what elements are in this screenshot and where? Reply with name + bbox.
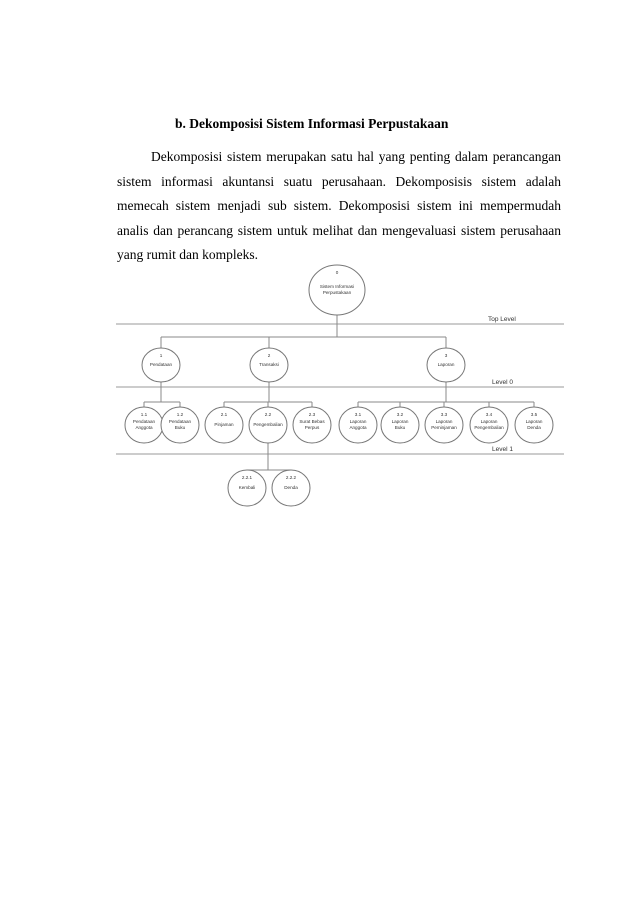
node-3-4-label: Laporan (480, 419, 498, 425)
node-2-3-label: Perpus (304, 424, 320, 430)
node-2-2-id: 2.2 (264, 412, 272, 417)
node-3-2-label: Buku (394, 424, 406, 430)
node-3-1-label: Laporan (349, 419, 367, 425)
node-3-3-label: Peminjaman (431, 424, 457, 430)
decomposition-diagram (116, 262, 564, 512)
paragraph-text: Dekomposisi sistem merupakan satu hal yang penting dalam perancangan sistem informasi akuntansi suatu perusahaan. Dekomposisis sistem adalah memecah sistem menjadi sub sistem. Dekomposisi sistem ini mempermudah analis dan perancang sistem untuk melihat dan mengevaluasi sistem perusahaan yang rumit dan kompleks. (117, 149, 561, 262)
node-2-1-label: Pinjaman (214, 422, 234, 427)
node-2-2-2-label: Denda (284, 485, 298, 490)
level-label-2: Level 0 (492, 379, 513, 386)
node-3-2-label: Laporan (391, 419, 409, 425)
node-1-1-label: Anggota (135, 424, 153, 430)
node-2-id: 2 (267, 353, 271, 358)
node-root-label: Sistem Informasi (319, 284, 355, 290)
level-label-1: Top Level (488, 316, 516, 323)
node-2-3-id: 2.3 (308, 412, 316, 417)
node-1-2-id: 1.2 (176, 412, 184, 417)
node-1-label: Pendataan (149, 362, 173, 367)
node-2-2-label: Pengembalian (253, 422, 283, 427)
node-1-1-label: Pendataan (132, 419, 156, 425)
node-2-label: Transaksi (259, 362, 279, 367)
node-1-1-id: 1.1 (140, 412, 148, 417)
node-2-2-1-label: Kembali (238, 485, 256, 490)
node-3-5-label: Laporan (525, 419, 543, 425)
node-1-id: 1 (159, 353, 163, 358)
node-3-2-id: 3.2 (396, 412, 404, 417)
node-1-2-label: Buku (174, 424, 186, 430)
decomposition-diagram-svg (116, 262, 564, 512)
node-3-4-id: 3.4 (485, 412, 493, 417)
node-3-5-label: Denda (527, 424, 541, 430)
level-label-3: Level 1 (492, 446, 513, 453)
node-3-label: Laporan (437, 362, 455, 367)
node-root-id: 0 (335, 270, 339, 275)
node-2-2-1-id: 2.2.1 (241, 475, 253, 480)
node-1-2-label: Pendataan (168, 419, 192, 425)
node-3-1-label: Anggota (349, 424, 367, 430)
node-2-2-2-id: 2.2.2 (285, 475, 297, 480)
node-root-label: Perpustakaan (322, 289, 352, 295)
section-heading: b. Dekomposisi Sistem Informasi Perpustakaan (175, 116, 449, 131)
node-2-1-id: 2.1 (220, 412, 228, 417)
node-3-3-id: 3.3 (440, 412, 448, 417)
node-3-4-label: Pengembalian (474, 424, 504, 430)
node-3-3-label: Laporan (435, 419, 453, 425)
node-3-5-id: 3.5 (530, 412, 538, 417)
node-3-id: 3 (444, 353, 448, 358)
node-3-1-id: 3.1 (354, 412, 362, 417)
node-2-3-label: Surat Bebas (299, 419, 325, 425)
section-paragraph (117, 145, 561, 268)
